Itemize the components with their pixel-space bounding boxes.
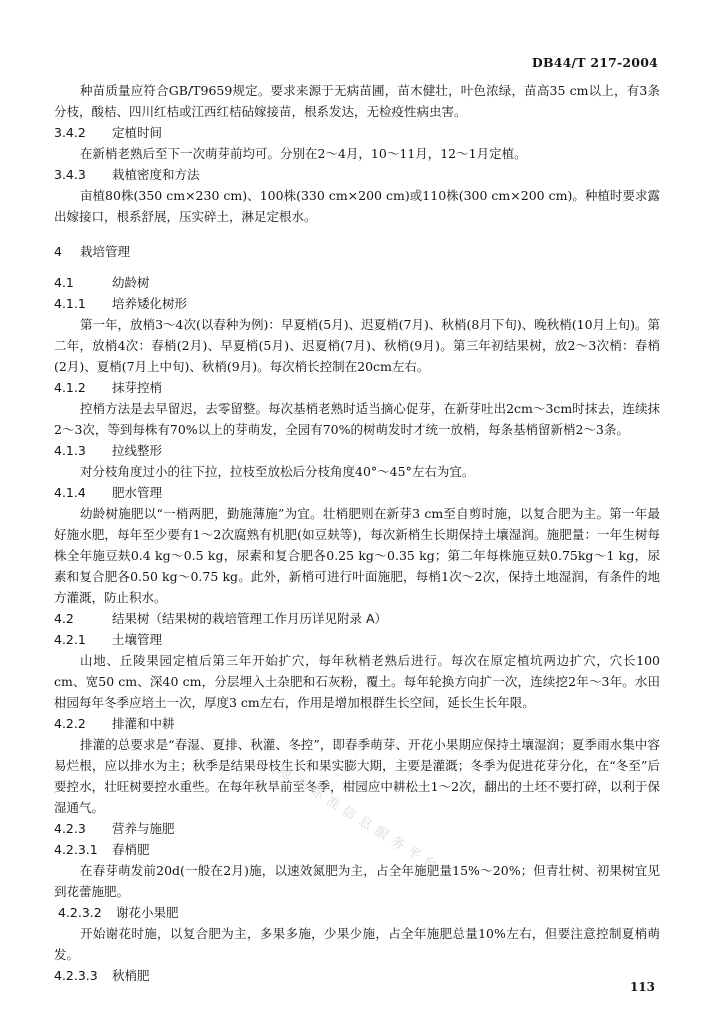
paragraph: 第一年，放梢3～4次(以春种为例)：早夏梢(5月)、迟夏梢(7月)、秋梢(8月下旬)、晚秋梢(10月上旬)。第二年，放梢4次：春梢(2月)、早夏梢(5月)、迟夏梢(7月)、秋梢(9月)。第三年初结果树，放2～3次梢：春梢(2月)、夏梢(7月上中旬)、秋梢(9月)。每次梢长控制在20cm左右。 <box>54 317 660 374</box>
section-number: 4.2 <box>54 611 74 626</box>
section-title: 栽培管理 <box>80 244 131 259</box>
section-heading <box>54 122 660 143</box>
section-number: 4.1.4 <box>54 485 86 500</box>
section-heading <box>54 241 660 262</box>
section-title: 谢花小果肥 <box>116 905 179 920</box>
section-number: 4.1.2 <box>54 380 86 395</box>
section-number: 4.2.3 <box>54 821 86 836</box>
section-heading <box>54 272 660 293</box>
section-heading <box>54 965 660 986</box>
section-number: 4.2.3.2 <box>58 905 102 920</box>
section-number: 4.2.2 <box>54 716 86 731</box>
section-heading <box>54 164 660 185</box>
section-title: 栽植密度和方法 <box>112 167 200 182</box>
section-number: 4.2.3.1 <box>54 842 98 857</box>
paragraph: 开始谢花时施，以复合肥为主，多果多施，少果少施，占全年施肥总量10%左右，但要注意控制夏梢萌发。 <box>54 926 660 962</box>
section-title: 土壤管理 <box>112 632 163 647</box>
section-title: 定植时间 <box>112 125 163 140</box>
section-number: 4.1.1 <box>54 296 86 311</box>
section-heading <box>54 902 660 923</box>
paragraph: 控梢方法是去早留迟，去零留整。每次基梢老熟时适当摘心促芽，在新芽吐出2cm～3cm时抹去，连续抹2～3次，等到每株有70%以上的芽萌发，全园有70%的树萌发时才统一放梢，每条基梢留新梢2～3条。 <box>54 401 660 437</box>
section-number: 4.1.3 <box>54 443 86 458</box>
section-title: 营养与施肥 <box>112 821 175 836</box>
paragraph: 在新梢老熟后至下一次萌芽前均可。分别在2～4月，10～11月，12～1月定植。 <box>80 146 527 161</box>
section-heading <box>54 839 660 860</box>
paragraph: 山地、丘陵果园定植后第三年开始扩穴，每年秋梢老熟后进行。每次在原定植坑两边扩穴，穴长100 cm、宽50 cm、深40 cm，分层埋入土杂肥和石灰粉，覆土。每年轮换方向扩一次，连续挖2年～3年。水田柑园每年冬季应培土一次，厚度3 cm左右，作用是增加根群生长空间，延长生长年限。 <box>54 653 660 710</box>
section-title: 春梢肥 <box>112 842 150 857</box>
section-heading <box>54 482 660 503</box>
section-title: 秋梢肥 <box>112 968 150 983</box>
section-number: 3.4.3 <box>54 167 86 182</box>
section-number: 4.2.1 <box>54 632 86 647</box>
section-title: 培养矮化树形 <box>112 296 188 311</box>
standard-code: DB44/T 217-2004 <box>531 55 658 70</box>
section-number: 4.1 <box>54 275 74 290</box>
paragraph: 亩植80株(350 cm×230 cm)、100株(330 cm×200 cm)或110株(300 cm×200 cm)。种植时要求露出嫁接口，根系舒展，压实碎土，淋足定根水。 <box>54 188 660 224</box>
section-number: 4 <box>54 244 62 259</box>
section-number: 4.2.3.3 <box>54 968 98 983</box>
paragraph: 对分枝角度过小的往下拉，拉枝至放松后分枝角度40°～45°左右为宜。 <box>80 464 475 479</box>
section-heading <box>54 293 660 314</box>
section-number: 3.4.2 <box>54 125 86 140</box>
section-title: 结果树（结果树的栽培管理工作月历详见附录 A） <box>112 611 388 626</box>
page-number: 113 <box>629 980 655 994</box>
paragraph: 种苗质量应符合GB/T9659规定。要求来源于无病苗圃，苗木健壮，叶色浓绿，苗高35 cm以上，有3条分枝，酸桔、四川红桔或江西红桔砧嫁接苗，根系发达，无检疫性病虫害。 <box>54 83 660 119</box>
paragraph: 幼龄树施肥以“一梢两肥，勤施薄施”为宜。壮梢肥则在新芽3 cm至自剪时施，以复合肥为主。第一年最好施水肥，每年至少要有1～2次腐熟有机肥(如豆麸等)，每次新梢生长期保持土壤湿润。施肥量：一年生树每株全年施豆麸0.4 kg～0.5 kg，尿素和复合肥各0.25 kg～0.35 kg；第二年每株施豆麸0.75kg～1 kg，尿素和复合肥各0.50 kg～0.75 kg。此外，新梢可进行叶面施肥，每梢1次～2次，保持土地湿润，有条件的地方灌溉，防止积水。 <box>54 506 660 605</box>
document-body <box>54 80 660 986</box>
watermark: 地方标准信息服务平台 <box>274 763 445 877</box>
paragraph: 排灌的总要求是“春湿、夏排、秋灌、冬控”，即春季萌芽、开花小果期应保持土壤湿润；夏季雨水集中容易烂根，应以排水为主；秋季是结果母枝生长和果实膨大期，主要是灌溉；冬季为促进花芽分化，在“冬至”后要控水，壮旺树要控水重些。在每年秋旱前至冬季，柑园应中耕松土1～2次，翻出的土坯不要打碎，以利于保湿通气。 <box>54 737 660 815</box>
section-heading <box>54 629 660 650</box>
paragraph: 在春芽萌发前20d(一般在2月)施，以速效氮肥为主，占全年施肥量15%～20%；但青壮树、初果树宜见到花蕾施肥。 <box>54 863 660 899</box>
section-heading <box>54 713 660 734</box>
section-heading <box>54 377 660 398</box>
section-heading <box>54 608 660 629</box>
section-title: 拉线整形 <box>112 443 163 458</box>
section-heading <box>54 440 660 461</box>
section-title: 排灌和中耕 <box>112 716 175 731</box>
section-title: 幼龄树 <box>112 275 150 290</box>
section-title: 肥水管理 <box>112 485 163 500</box>
section-title: 抹芽控梢 <box>112 380 163 395</box>
